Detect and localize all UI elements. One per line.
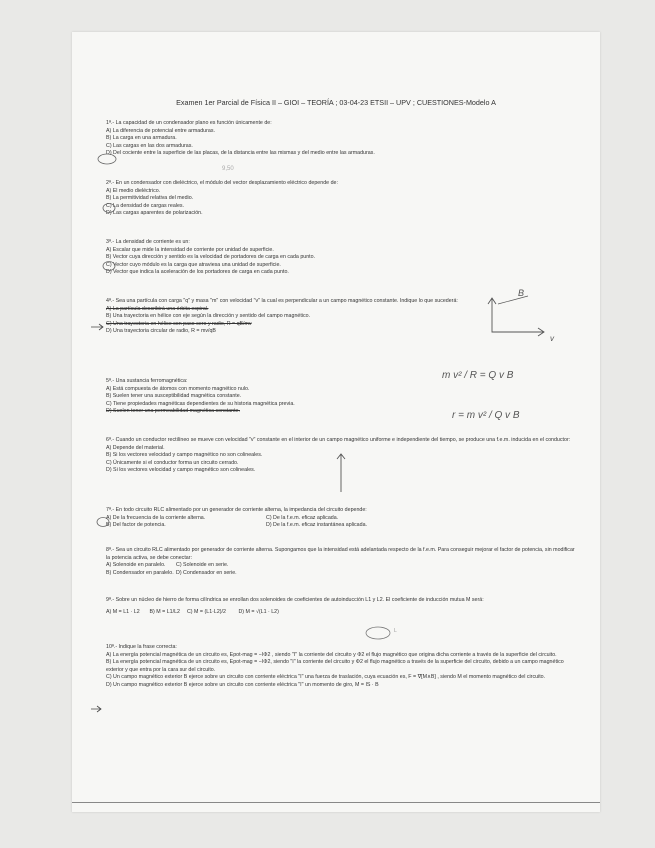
handwritten-equation-2: r = m v² / Q v B xyxy=(452,410,520,421)
question-stem: 10ª.- Indique la frase correcta: xyxy=(106,644,177,650)
exam-title: Examen 1er Parcial de Física II – GIOI – TEORÍA ; 03-04-23 ETSII – UPV ; CUESTIONES-Modelo A xyxy=(176,98,496,107)
option-d: D) Un campo magnético exterior B ejerce sobre un circuito con corriente eléctrica "I" un momento de giro, M = IS · B xyxy=(106,681,379,688)
handwritten-scribble xyxy=(362,624,402,644)
option-a: A) El medio dieléctrico. xyxy=(106,187,161,194)
circle-mark-q1-d xyxy=(92,152,122,166)
option-d: D) Si los vectores velocidad y campo magnético son colineales. xyxy=(106,467,256,474)
option-a: A) De la frecuencia de la corriente alterna. xyxy=(106,514,206,521)
question-10 xyxy=(106,644,576,690)
question-stem: 7ª.- En todo circuito RLC alimentado por un generador de corriente alterna, la impedancia del circuito depende: xyxy=(106,507,367,513)
question-9 xyxy=(106,597,576,616)
option-a: A) Depende del material. xyxy=(106,444,165,451)
question-stem: 5ª.- Una sustancia ferromagnética: xyxy=(106,378,188,384)
option-a: A) M = L1 · L2 xyxy=(106,608,140,615)
option-d: D) M = √(L1 · L2) xyxy=(238,608,279,615)
option-c: C) La densidad de cargas reales. xyxy=(106,202,185,209)
option-d: D) De la f.e.m. eficaz instantánea aplicada. xyxy=(266,522,367,529)
circle-mark-q3-b xyxy=(100,260,120,272)
option-b: B) La permitividad relativa del medio. xyxy=(106,195,194,202)
question-stem: 6ª.- Cuando un conductor rectilíneo se mueve con velocidad "v" constante en el interior de un campo magnético uniforme e independiente del tiempo, se produce una f.e.m. inducida en el conductor: xyxy=(106,437,571,443)
option-a: A) Escalar que mide la intensidad de corriente por unidad de superficie. xyxy=(106,246,274,253)
arrow-mark-q4 xyxy=(90,322,106,332)
option-a: A) Está compuesta de átomos con momento magnético nulo. xyxy=(106,385,250,392)
exam-sheet xyxy=(72,32,600,812)
question-stem: 1ª.- La capacidad de un condensador plano es función únicamente de: xyxy=(106,120,272,126)
option-d: D) Una trayectoria circular de radio, R = mv/qB xyxy=(106,328,216,335)
option-c: C) Un campo magnético exterior B ejerce sobre un circuito con corriente eléctrica "I" una fuerza de traslación, cuya ecuación es, F = ∇[M∧B] , siendo M el momento magnético del circuito. xyxy=(106,674,546,681)
option-c: C) Una trayectoria en hélice con paso cero y radio, R = qB/mv xyxy=(106,320,252,327)
circle-mark-q2-c xyxy=(100,202,120,214)
arrow-up-sketch xyxy=(334,450,348,494)
handwritten-note: 9,50 xyxy=(222,166,234,172)
bottom-divider xyxy=(72,802,600,803)
option-d: D) Suelen tener una permeabilidad magnética constante. xyxy=(106,408,240,415)
option-c: C) Vector cuyo módulo es la carga que atraviesa una unidad de superficie. xyxy=(106,261,281,268)
option-d: D) Condensador en serie. xyxy=(176,569,237,576)
option-a: A) La partícula describirá una órbita espiral. xyxy=(106,305,209,312)
option-b: B) La carga en una armadura. xyxy=(106,135,177,142)
question-8 xyxy=(106,547,576,577)
option-b: B) Una trayectoria en hélice con eje según la dirección y sentido del campo magnético. xyxy=(106,313,311,320)
option-a: A) La energía potencial magnética de un circuito es, Epot-mag = −IΦ2 , siendo "I" la corriente del circuito y Φ2 el flujo magnético que origina dicha corriente a través de la superficie del circuito. xyxy=(106,651,557,658)
question-stem: 8ª.- Sea un circuito RLC alimentado por generador de corriente alterna. Supongamos que la intensidad está adelantada respecto de la f.e.m. Para conseguir mejorar el factor de potencia, sin modificar la potencia activa, se debe conectar: xyxy=(106,547,575,561)
option-a: A) La diferencia de potencial entre armaduras. xyxy=(106,127,215,134)
handwritten-label-l: L xyxy=(394,628,397,634)
option-c: C) Las cargas en las dos armaduras. xyxy=(106,142,193,149)
question-3 xyxy=(106,239,576,277)
question-1 xyxy=(106,120,576,158)
option-c: C) Solenoide en serie. xyxy=(176,562,229,569)
option-b: B) M = L1/L2 xyxy=(149,608,180,615)
option-c: C) Tiene propiedades magnéticas dependientes de su historia magnética previa. xyxy=(106,400,295,407)
question-stem: 4ª.- Sea una partícula con carga "q" y masa "m" con velocidad "v" la cual es perpendicular a un campo magnético constante. Indique lo que sucederá: xyxy=(106,298,458,304)
option-c: C) De la f.e.m. eficaz aplicada. xyxy=(266,514,339,521)
option-b: B) Suelen tener una susceptibilidad magnética constante. xyxy=(106,393,242,400)
arrow-mark-q10 xyxy=(90,704,104,714)
circle-mark-q7-a xyxy=(94,516,112,528)
question-stem: 2ª.- En un condensador con dieléctrico, el módulo del vector desplazamiento eléctrico depende de: xyxy=(106,180,338,186)
option-d: D) Vector que indica la aceleración de los portadores de carga en cada punto. xyxy=(106,269,289,276)
option-b: B) Condensador en paralelo. xyxy=(106,569,174,576)
option-b: B) Si los vectores velocidad y campo magnético no son colineales. xyxy=(106,452,263,459)
handwritten-equation-1: m v² / R = Q v B xyxy=(442,370,514,381)
option-b: B) Del factor de potencia. xyxy=(106,522,166,529)
option-c: C) Únicamente si el conductor forma un circuito cerrado. xyxy=(106,459,239,466)
option-b: B) La energía potencial magnética de un circuito es, Epot-mag = −IΦ2, siendo "I" la corriente del circuito y Φ2 el flujo magnético a través de la superficie del circuito, debido a un campo magnético exterior y que entra por la cara sur del circuito. xyxy=(106,659,564,673)
sketch-label-b: B xyxy=(518,288,525,298)
sketch-label-v: v xyxy=(550,334,554,343)
question-2 xyxy=(106,180,576,218)
option-c: C) M = (L1·L2)/2 xyxy=(186,608,226,615)
question-stem: 9ª.- Sobre un núcleo de hierro de forma cilíndrica se enrollan dos solenoides de coeficientes de autoinducción L1 y L2. El coeficiente de inducción mutua M será: xyxy=(106,597,484,603)
option-d: D) Las cargas aparentes de polarización. xyxy=(106,210,203,217)
option-d: D) Del cociente entre la superficie de las placas, de la distancia entre las mismas y del medio entre las armaduras. xyxy=(106,150,375,157)
question-stem: 3ª.- La densidad de corriente es un: xyxy=(106,239,190,245)
option-b: B) Vector cuya dirección y sentido es la velocidad de portadores de carga en cada punto. xyxy=(106,254,316,261)
question-7 xyxy=(106,507,576,530)
option-a: A) Solenoide en paralelo. xyxy=(106,562,166,569)
